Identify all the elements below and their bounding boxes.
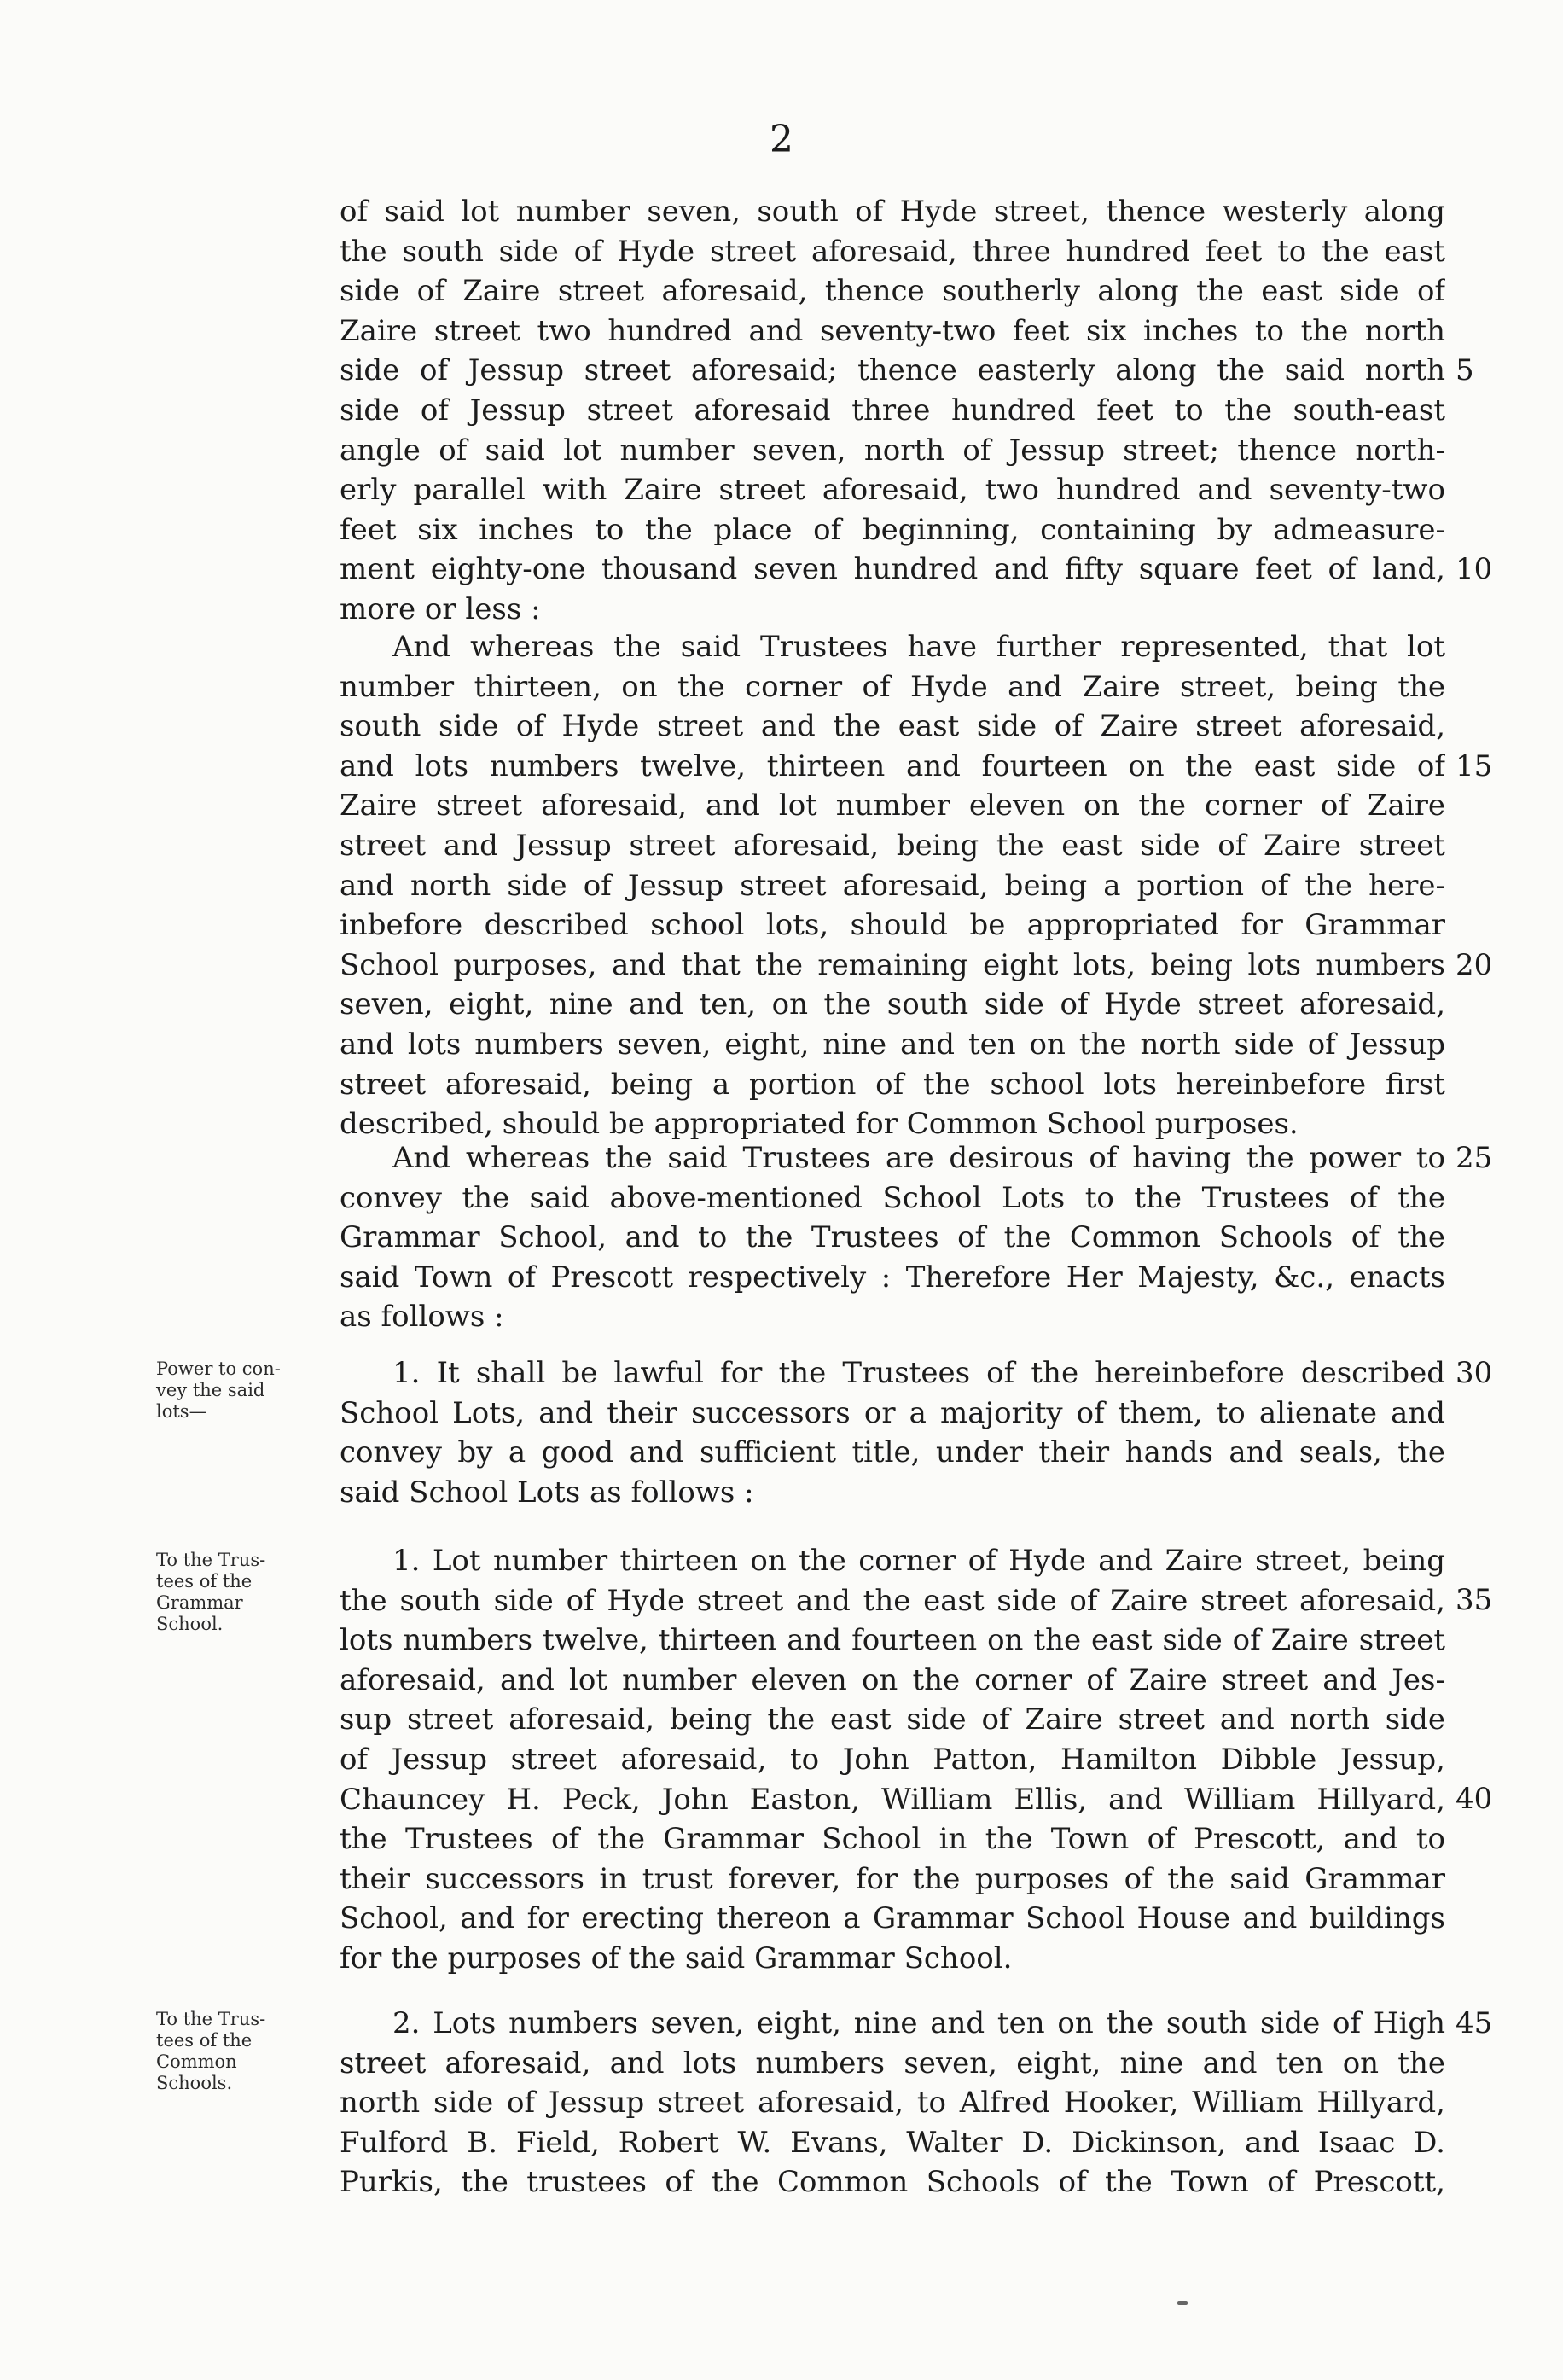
page-number: 2 bbox=[770, 118, 793, 161]
text-line: and lots numbers twelve, thirteen and fourteen on the east side of bbox=[340, 748, 1445, 783]
margin-note-line: vey the said bbox=[156, 1380, 265, 1400]
paragraph-lot-description bbox=[340, 192, 1445, 630]
paragraph-whereas-desirous bbox=[340, 1138, 1445, 1337]
margin-note-line: lots— bbox=[156, 1401, 207, 1422]
text-line: said Town of Prescott respectively : Therefore Her Majesty, &c., enacts bbox=[340, 1260, 1445, 1295]
text-line: Zaire street aforesaid, and lot number eleven on the corner of Zaire bbox=[340, 788, 1445, 823]
text-line: side of Jessup street aforesaid three hundred feet to the south-east bbox=[340, 393, 1445, 428]
text-line: south side of Hyde street and the east side of Zaire street aforesaid, bbox=[340, 709, 1445, 744]
text-line: street and Jessup street aforesaid, being the east side of Zaire street bbox=[340, 828, 1445, 863]
text-line: seven, eight, nine and ten, on the south side of Hyde street aforesaid, bbox=[340, 987, 1445, 1022]
text-line: convey by a good and sufficient title, under their hands and seals, the bbox=[340, 1435, 1445, 1470]
text-line: street aforesaid, being a portion of the school lots hereinbefore first bbox=[340, 1067, 1445, 1102]
text-line: sup street aforesaid, being the east side of Zaire street and north side bbox=[340, 1702, 1445, 1737]
text-line: erly parallel with Zaire street aforesaid, two hundred and seventy-two bbox=[340, 473, 1445, 508]
text-line: number thirteen, on the corner of Hyde and Zaire street, being the bbox=[340, 669, 1445, 704]
margin-note-line: Schools. bbox=[156, 2073, 233, 2093]
text-line: north side of Jessup street aforesaid, to Alfred Hooker, William Hillyard, bbox=[340, 2086, 1445, 2121]
text-line: more or less : bbox=[340, 591, 541, 626]
text-line: for the purposes of the said Grammar School. bbox=[340, 1941, 1013, 1976]
printer-ornament bbox=[1177, 2301, 1188, 2305]
text-line: 1. It shall be lawful for the Trustees of the hereinbefore described bbox=[392, 1356, 1445, 1390]
text-line: as follows : bbox=[340, 1300, 504, 1335]
line-number: 30 bbox=[1456, 1356, 1493, 1390]
line-number: 5 bbox=[1456, 353, 1474, 387]
margin-note-line: To the Trus- bbox=[156, 2009, 266, 2029]
text-line: School, and for erecting thereon a Grammar School House and buildings bbox=[340, 1901, 1445, 1936]
text-line: ment eighty-one thousand seven hundred and fifty square feet of land, bbox=[340, 552, 1445, 587]
text-line: Fulford B. Field, Robert W. Evans, Walter D. Dickinson, and Isaac D. bbox=[340, 2125, 1445, 2160]
text-line: of Jessup street aforesaid, to John Patton, Hamilton Dibble Jessup, bbox=[340, 1742, 1445, 1777]
text-line: School Lots, and their successors or a majority of them, to alienate and bbox=[340, 1395, 1445, 1430]
subsection-1-grammar-school bbox=[340, 1541, 1445, 1979]
line-number: 40 bbox=[1456, 1782, 1493, 1816]
text-line: 1. Lot number thirteen on the corner of Hyde and Zaire street, being bbox=[392, 1544, 1445, 1578]
text-line: And whereas the said Trustees have further represented, that lot bbox=[392, 630, 1445, 664]
text-line: lots numbers twelve, thirteen and fourteen on the east side of Zaire street bbox=[340, 1623, 1445, 1658]
text-line: side of Jessup street aforesaid; thence easterly along the said north bbox=[340, 353, 1445, 388]
text-line: angle of said lot number seven, north of Jessup street; thence north- bbox=[340, 433, 1445, 468]
margin-note-grammar-school bbox=[156, 1550, 327, 1635]
margin-note-line: Power to con- bbox=[156, 1359, 281, 1379]
margin-note-line: Common bbox=[156, 2051, 237, 2072]
text-line: School purposes, and that the remaining eight lots, being lots numbers bbox=[340, 947, 1445, 982]
line-number: 35 bbox=[1456, 1583, 1493, 1617]
text-line: described, should be appropriated for Common School purposes. bbox=[340, 1107, 1299, 1142]
text-line: of said lot number seven, south of Hyde street, thence westerly along bbox=[340, 195, 1445, 229]
margin-note-common-schools bbox=[156, 2009, 327, 2094]
text-line: feet six inches to the place of beginning, containing by admeasure- bbox=[340, 512, 1445, 547]
text-line: said School Lots as follows : bbox=[340, 1475, 754, 1510]
text-line: the south side of Hyde street and the east side of Zaire street aforesaid, bbox=[340, 1583, 1445, 1618]
text-line: and north side of Jessup street aforesaid, being a portion of the here- bbox=[340, 868, 1445, 903]
text-line: street aforesaid, and lots numbers seven, eight, nine and ten on the bbox=[340, 2045, 1445, 2080]
paragraph-whereas-represented bbox=[340, 627, 1445, 1144]
text-line: aforesaid, and lot number eleven on the corner of Zaire street and Jes- bbox=[340, 1662, 1445, 1697]
margin-note-line: tees of the bbox=[156, 1571, 253, 1592]
text-line: their successors in trust forever, for the purposes of the said Grammar bbox=[340, 1861, 1445, 1896]
line-number: 15 bbox=[1456, 749, 1493, 783]
section-1 bbox=[340, 1353, 1445, 1512]
line-number: 10 bbox=[1456, 552, 1493, 586]
text-line: the Trustees of the Grammar School in the Town of Prescott, and to bbox=[340, 1822, 1445, 1857]
text-line: And whereas the said Trustees are desirous of having the power to bbox=[392, 1141, 1445, 1175]
text-line: Zaire street two hundred and seventy-two feet six inches to the north bbox=[340, 313, 1445, 348]
line-number: 25 bbox=[1456, 1141, 1493, 1175]
margin-note-line: To the Trus- bbox=[156, 1550, 266, 1570]
line-number: 20 bbox=[1456, 948, 1493, 982]
text-line: the south side of Hyde street aforesaid, three hundred feet to the east bbox=[340, 234, 1445, 269]
text-line: 2. Lots numbers seven, eight, nine and ten on the south side of High bbox=[392, 2006, 1445, 2040]
margin-note-line: School. bbox=[156, 1614, 224, 1634]
text-line: Chauncey H. Peck, John Easton, William Ellis, and William Hillyard, bbox=[340, 1782, 1445, 1817]
line-number: 45 bbox=[1456, 2006, 1493, 2040]
margin-note-line: Grammar bbox=[156, 1592, 243, 1613]
subsection-2-common-schools bbox=[340, 2004, 1445, 2203]
text-line: convey the said above-mentioned School Lots to the Trustees of the bbox=[340, 1180, 1445, 1215]
text-line: Purkis, the trustees of the Common Schools of the Town of Prescott, bbox=[340, 2165, 1445, 2200]
text-line: and lots numbers seven, eight, nine and ten on the north side of Jessup bbox=[340, 1027, 1445, 1062]
margin-note-line: tees of the bbox=[156, 2030, 253, 2051]
text-line: inbefore described school lots, should be appropriated for Grammar bbox=[340, 908, 1445, 943]
margin-note-power-to-convey bbox=[156, 1359, 327, 1423]
text-line: Grammar School, and to the Trustees of the Common Schools of the bbox=[340, 1220, 1445, 1255]
text-line: side of Zaire street aforesaid, thence southerly along the east side of bbox=[340, 274, 1445, 309]
